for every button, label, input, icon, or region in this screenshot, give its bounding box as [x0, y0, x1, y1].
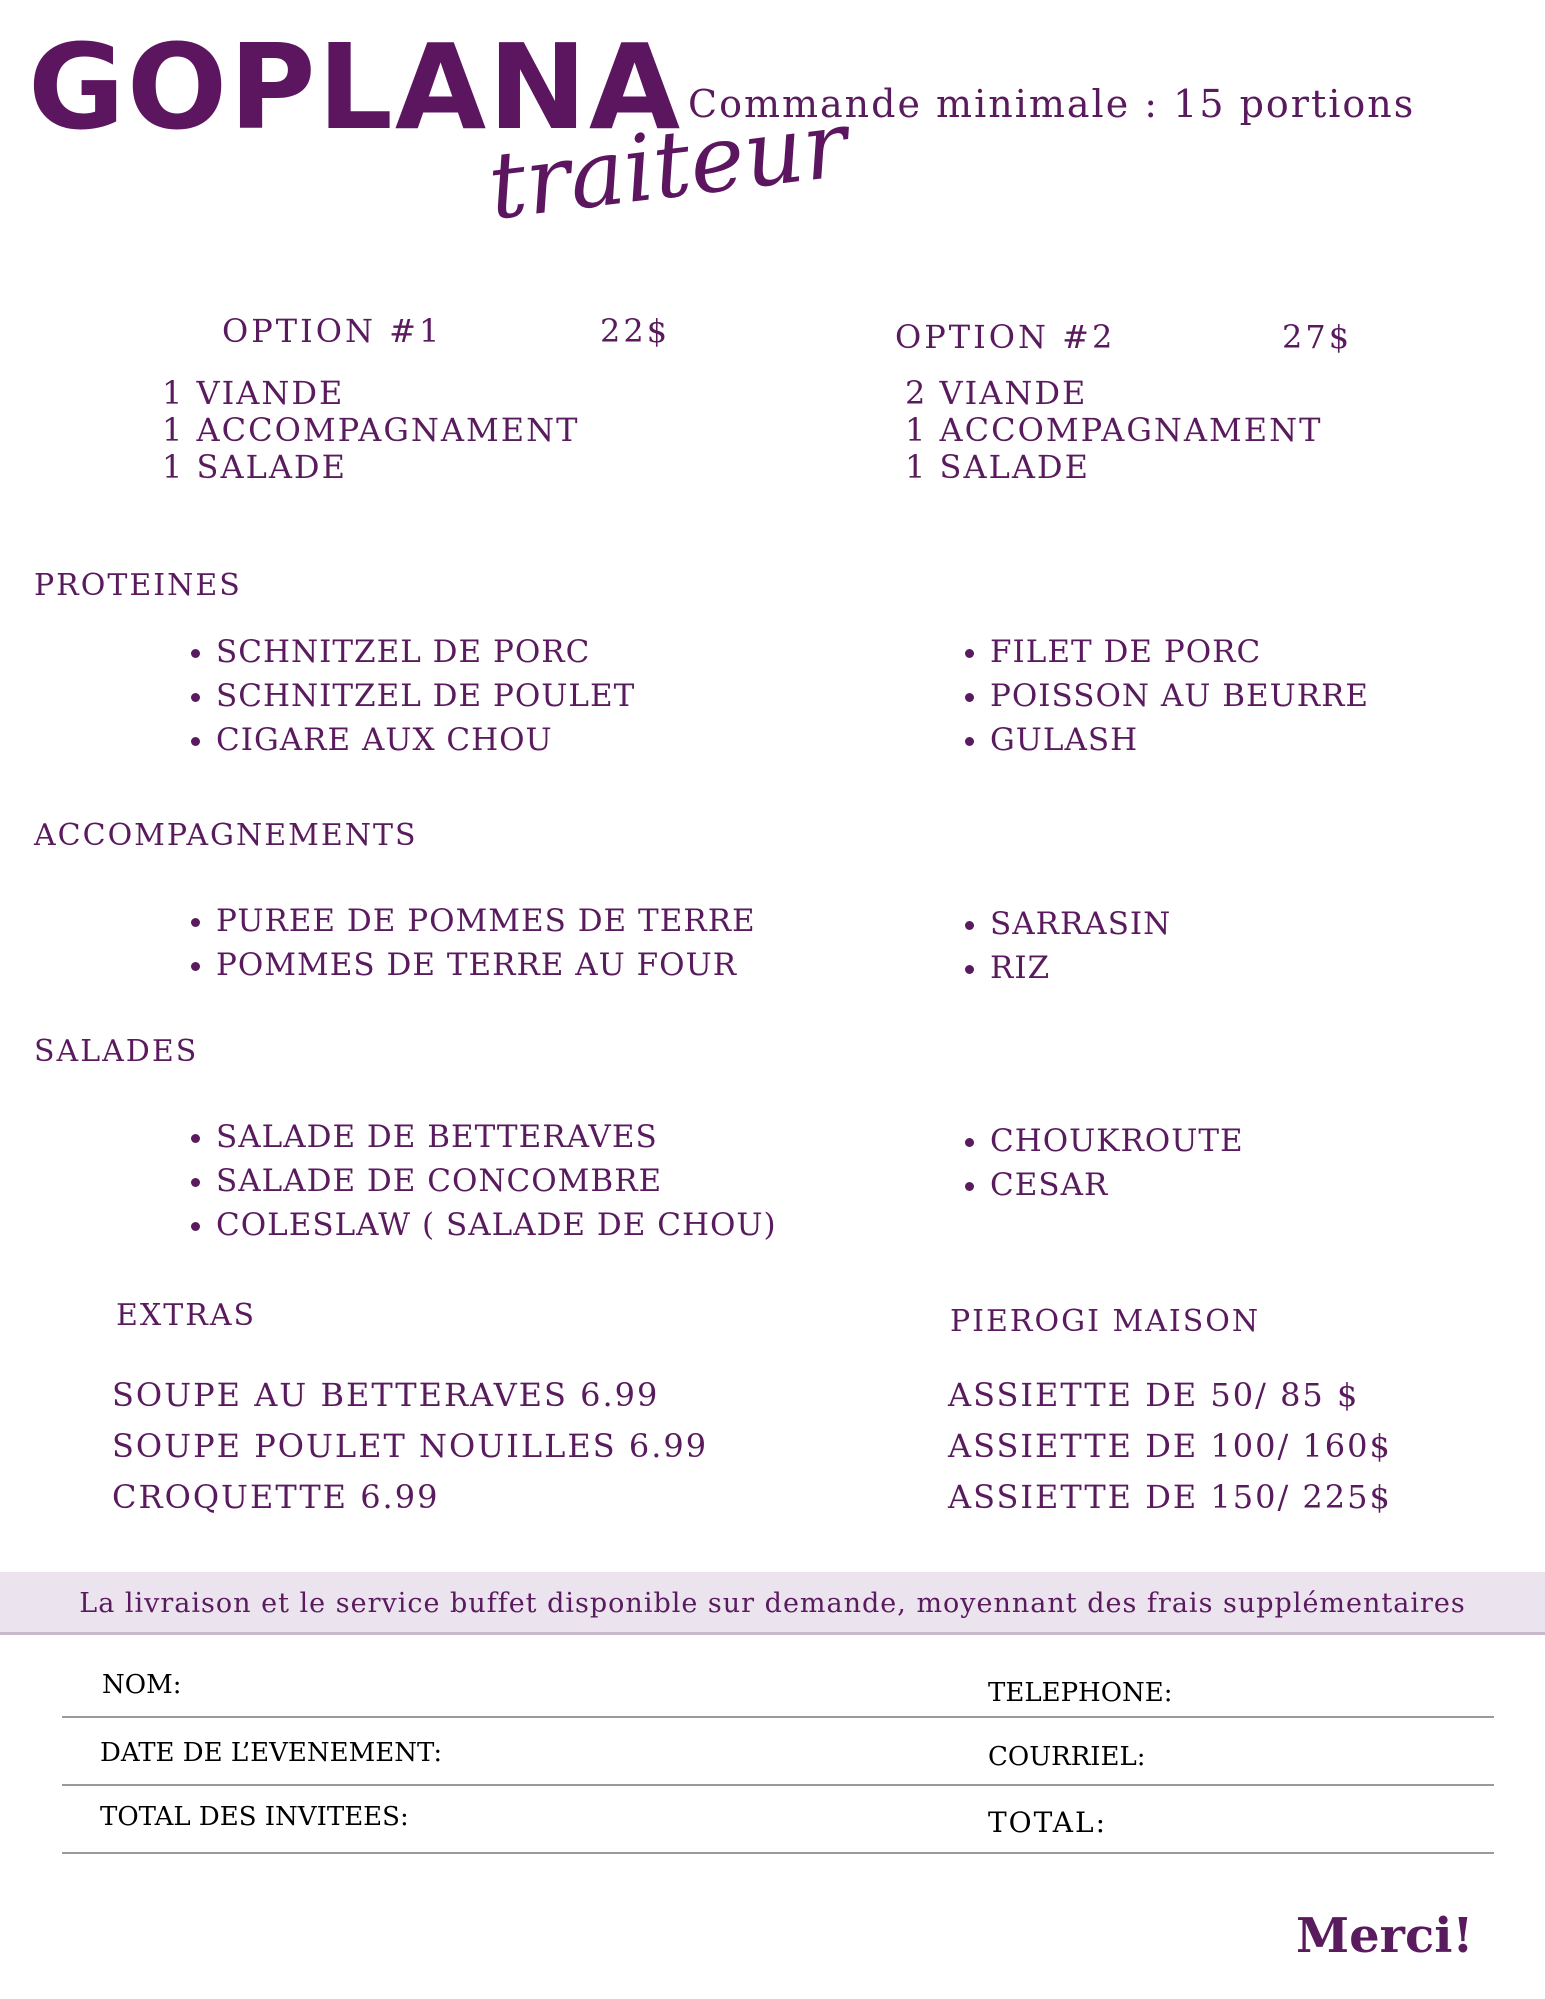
- section-title-accompagnements: ACCOMPAGNEMENTS: [34, 818, 418, 853]
- banner-text: La livraison et le service buffet disponible sur demande, moyennant des frais supplémentaires: [79, 1588, 1466, 1619]
- extra-item: SOUPE AU BETTERAVES 6.99: [112, 1376, 660, 1414]
- list-item: • RIZ: [990, 946, 1171, 990]
- section-title-pierogi: PIEROGI MAISON: [950, 1304, 1261, 1339]
- option-1-line: 1 VIANDE: [162, 374, 345, 412]
- section-title-extras: EXTRAS: [116, 1298, 257, 1333]
- form-label-date: DATE DE L’EVENEMENT:: [100, 1738, 443, 1768]
- extra-item: SOUPE POULET NOUILLES 6.99: [112, 1427, 709, 1465]
- extra-item: CROQUETTE 6.99: [112, 1478, 440, 1516]
- form-divider: [62, 1784, 1494, 1786]
- proteines-list-left: [180, 630, 635, 762]
- option-2-line: 2 VIANDE: [905, 374, 1088, 412]
- section-title-proteines: PROTEINES: [34, 568, 242, 603]
- form-label-total: TOTAL:: [988, 1806, 1108, 1839]
- form-label-invitees: TOTAL DES INVITEES:: [100, 1802, 409, 1832]
- brand-logo: GOPLANA: [28, 18, 683, 156]
- list-item: • POISSON AU BEURRE: [990, 674, 1369, 718]
- list-item: • SALADE DE CONCOMBRE: [216, 1159, 777, 1203]
- pierogi-item: ASSIETTE DE 50/ 85 $: [948, 1376, 1360, 1414]
- option-1-line: 1 ACCOMPAGNAMENT: [162, 411, 580, 449]
- list-item: • SARRASIN: [990, 902, 1171, 946]
- accompagnements-list-right: [954, 902, 1171, 990]
- option-2-lines: [905, 375, 1322, 486]
- list-item: • SCHNITZEL DE PORC: [216, 630, 635, 674]
- pierogi-item: ASSIETTE DE 100/ 160$: [948, 1427, 1392, 1465]
- list-item: • POMMES DE TERRE AU FOUR: [216, 943, 756, 987]
- list-item: • CIGARE AUX CHOU: [216, 718, 635, 762]
- salades-list-right: [954, 1119, 1244, 1207]
- option-2-price: 27$: [1282, 318, 1353, 356]
- pierogi-item: ASSIETTE DE 150/ 225$: [948, 1478, 1392, 1516]
- minimum-order-text: Commande minimale : 15 portions: [688, 82, 1416, 126]
- list-item: • COLESLAW ( SALADE DE CHOU): [216, 1203, 777, 1247]
- list-item: • CESAR: [990, 1163, 1244, 1207]
- accompagnements-list-left: [180, 899, 756, 987]
- salades-list-left: [180, 1115, 777, 1247]
- form-label-courriel: COURRIEL:: [988, 1742, 1146, 1772]
- option-1-line: 1 SALADE: [162, 448, 347, 486]
- option-1-title: OPTION #1: [222, 312, 443, 350]
- form-label-nom: NOM:: [102, 1670, 182, 1700]
- list-item: • PUREE DE POMMES DE TERRE: [216, 899, 756, 943]
- list-item: • SCHNITZEL DE POULET: [216, 674, 635, 718]
- list-item: • CHOUKROUTE: [990, 1119, 1244, 1163]
- list-item: • FILET DE PORC: [990, 630, 1369, 674]
- option-2-line: 1 ACCOMPAGNAMENT: [905, 411, 1323, 449]
- option-2-title: OPTION #2: [895, 318, 1116, 356]
- list-item: • SALADE DE BETTERAVES: [216, 1115, 777, 1159]
- form-divider: [62, 1852, 1494, 1854]
- brand-logo-script: traiteur: [482, 90, 853, 241]
- option-1-price: 22$: [600, 312, 671, 350]
- option-1-lines: [162, 375, 579, 486]
- section-title-salades: SALADES: [34, 1034, 199, 1069]
- list-item: • GULASH: [990, 718, 1369, 762]
- option-2-line: 1 SALADE: [905, 448, 1090, 486]
- closing-text: Merci!: [1296, 1908, 1474, 1964]
- form-label-telephone: TELEPHONE:: [988, 1678, 1173, 1708]
- form-divider: [62, 1716, 1494, 1718]
- proteines-list-right: [954, 630, 1369, 762]
